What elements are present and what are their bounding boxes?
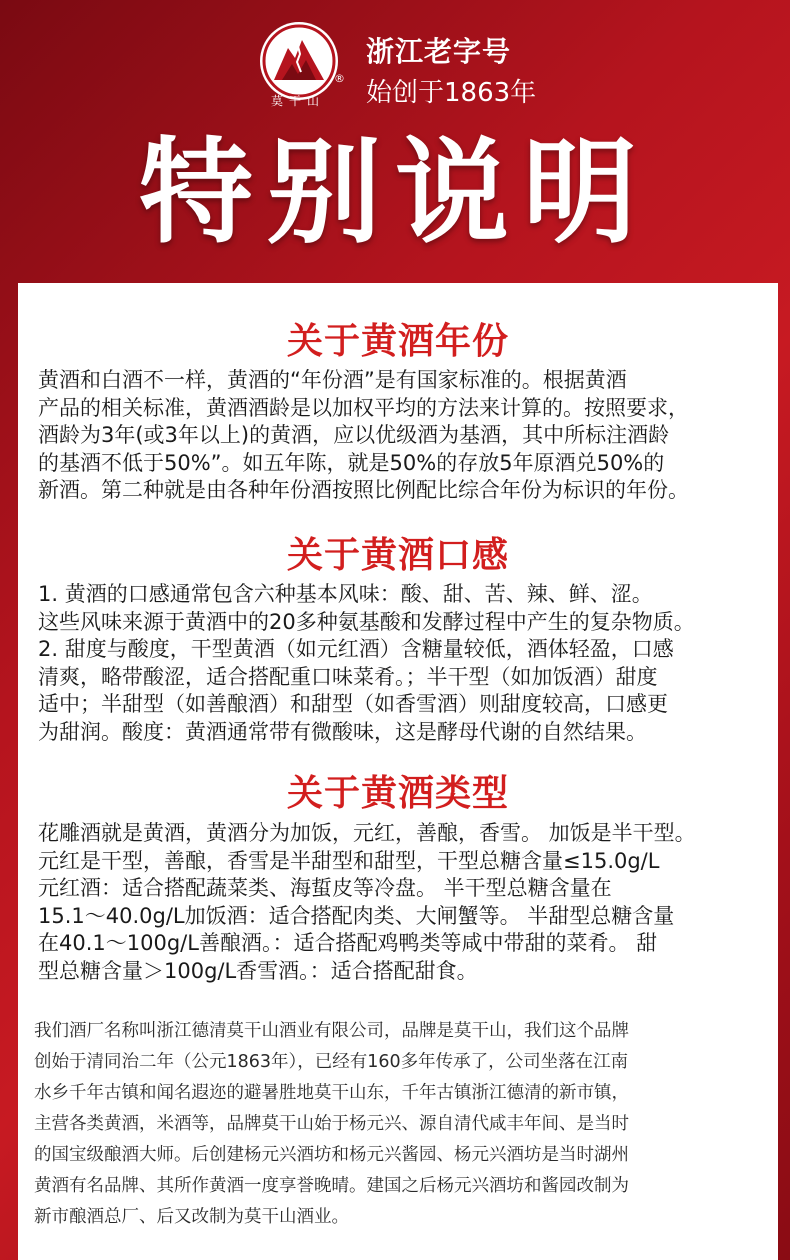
- brand-heritage-label: 浙江老字号: [366, 35, 512, 68]
- brand-logo: [262, 24, 336, 98]
- company-introduction: 我们酒厂名称叫浙江德清莫干山酒业有限公司，品牌是莫干山，我们这个品牌 创始于清同治二年（公元1863年），已经有160多年传承了，公司坐落在江南 水乡千年古镇和闻名遐迩的避暑胜地莫干山东，千年古镇浙江德清的新市镇， 主营各类黄酒，米酒等，品牌莫干山始于杨元兴、源自清代咸丰年间、是当时 的国宝级酿酒大师。后创建杨元兴酒坊和杨元兴酱园、杨元兴酒坊是当时湖州 黄酒有名品牌、其所作黄酒一度享誉晚晴。建国之后杨元兴酒坊和酱园改制为 新市酿酒总厂、后又改制为莫干山酒业。: [34, 1021, 629, 1227]
- logo-caption: 莫干山: [270, 94, 325, 108]
- brand-founded-label: 始创于1863年: [366, 78, 537, 108]
- mountain-icon: [262, 24, 336, 98]
- section-title-types: 关于黄酒类型: [286, 773, 509, 814]
- section-body-taste: 1. 黄酒的口感通常包含六种基本风味：酸、甜、苦、辣、鲜、涩。 这些风味来源于黄酒中的20多种氨基酸和发酵过程中产生的复杂物质。 2. 甜度与酸度，干型黄酒（如元红酒）含糖量较低，酒体轻盈，口感 清爽，略带酸涩，适合搭配重口味菜肴。；半干型（如加饭酒）甜度 适中；半甜型（如善酿酒）和甜型（如香雪酒）则甜度较高，口感更 为甜润。酸度：黄酒通常带有微酸味，这是酵母代谢的自然结果。: [38, 582, 695, 744]
- section-body-types: 花雕酒就是黄酒，黄酒分为加饭，元红，善酿，香雪。 加饭是半干型。 元红是干型，善酿，香雪是半甜型和甜型，干型总糖含量≤15.0g/L 元红酒：适合搭配蔬菜类、海蜇皮等冷盘。 半干型总糖含量在 15.1～40.0g/L加饭酒：适合搭配肉类、大闸蟹等。 半甜型总糖含量 在40.1～100g/L善酿酒。：适合搭配鸡鸭类等咸中带甜的菜肴。 甜 型总糖含量＞100g/L香雪酒。：适合搭配甜食。: [38, 821, 696, 983]
- section-title-taste: 关于黄酒口感: [286, 535, 509, 576]
- registered-mark: ®: [334, 72, 345, 85]
- section-body-vintage: 黄酒和白酒不一样，黄酒的“年份酒”是有国家标准的。根据黄酒 产品的相关标准，黄酒酒龄是以加权平均的方法来计算的。按照要求， 酒龄为3年(或3年以上)的黄酒，应以优级酒为基酒，其中所标注酒龄 的基酒不低于50%”。如五年陈，就是50%的存放5年原酒兑50%的 新酒。第二种就是由各种年份酒按照比例配比综合年份为标识的年份。: [38, 368, 689, 502]
- page-title: 特别说明: [138, 126, 651, 259]
- section-title-vintage: 关于黄酒年份: [286, 321, 509, 362]
- header-banner: [0, 0, 790, 280]
- content-card: [18, 283, 778, 1260]
